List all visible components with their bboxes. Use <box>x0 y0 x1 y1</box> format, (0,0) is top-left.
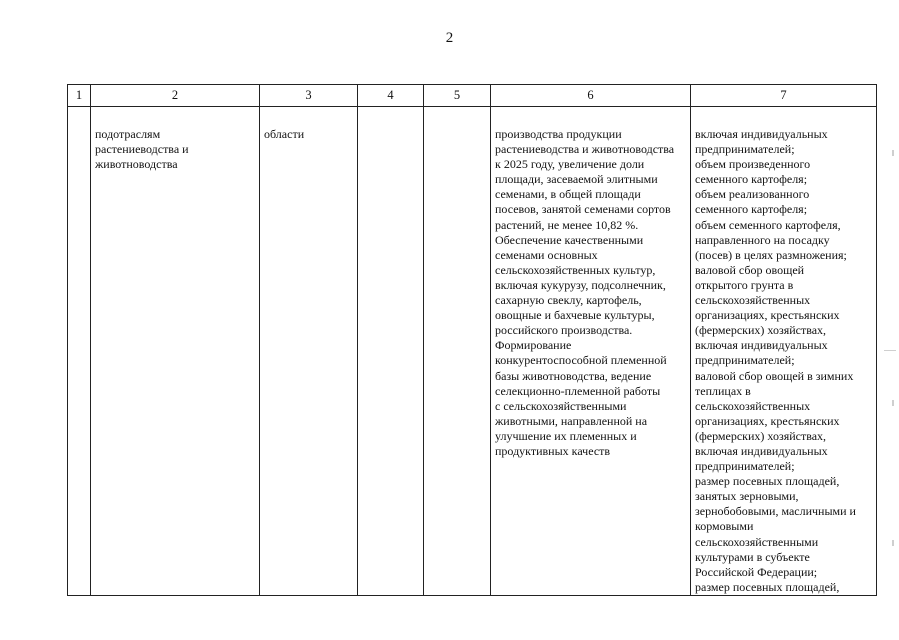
cell-line: растений, не менее 10,82 %. <box>495 217 639 232</box>
cell-line: организациях, крестьянских <box>695 308 840 323</box>
cell-col-7-text <box>691 107 876 595</box>
cell-line: производства продукции <box>495 127 622 141</box>
cell-line: сельскохозяйственными <box>695 534 819 549</box>
cell-line: сельскохозяйственных культур, <box>495 262 656 277</box>
cell-line: российского производства. <box>495 323 633 338</box>
cell-line: улучшение их племенных и <box>495 428 637 443</box>
header-col-1: 1 <box>68 85 91 107</box>
cell-col-6-text <box>491 107 690 459</box>
cell-line: объем произведенного <box>695 157 811 172</box>
cell-col-4 <box>358 107 424 596</box>
header-row <box>68 85 877 107</box>
document-table <box>67 84 877 596</box>
cell-col-6 <box>491 107 691 596</box>
cell-line: сахарную свеклу, картофель, <box>495 293 642 308</box>
cell-col-2-text <box>91 107 259 172</box>
cell-line: сельскохозяйственных <box>695 398 811 413</box>
page-number: 2 <box>445 30 454 46</box>
cell-line: зернобобовыми, масличными и <box>695 504 856 519</box>
cell-line: включая индивидуальных <box>695 443 828 458</box>
cell-line: направленного на посадку <box>695 232 830 247</box>
cell-line: сельскохозяйственных <box>695 293 811 308</box>
table-row <box>68 107 877 596</box>
scan-artifact <box>892 400 894 406</box>
cell-line: к 2025 году, увеличение доли <box>495 157 645 172</box>
header-col-6: 6 <box>491 85 691 107</box>
cell-line: овощные и бахчевые культуры, <box>495 308 655 323</box>
cell-col-1-text <box>68 107 90 127</box>
cell-line: кормовыми <box>695 519 754 534</box>
cell-line: (фермерских) хозяйствах, <box>695 428 827 443</box>
cell-line: размер посевных площадей, <box>695 579 840 594</box>
cell-line: растениеводства и <box>95 142 189 157</box>
cell-line: продуктивных качеств <box>495 443 611 458</box>
cell-col-2 <box>91 107 260 596</box>
cell-line: области <box>264 127 305 141</box>
header-col-3: 3 <box>260 85 358 107</box>
cell-line: семенного картофеля; <box>695 202 808 217</box>
cell-line: культурами в субъекте <box>695 549 810 564</box>
cell-line: Обеспечение качественными <box>495 232 644 247</box>
cell-line: валовой сбор овощей в зимних <box>695 368 854 383</box>
cell-line: предпринимателей; <box>695 142 795 157</box>
cell-line: объем реализованного <box>695 187 810 202</box>
cell-line: занятых зерновыми, <box>695 489 799 504</box>
cell-line: предпринимателей; <box>695 353 795 368</box>
cell-line: (фермерских) хозяйствах, <box>695 323 827 338</box>
cell-line: включая индивидуальных <box>695 338 828 353</box>
cell-line: растениеводства и животноводства <box>495 142 675 157</box>
cell-line: семенами основных <box>495 247 598 262</box>
cell-line: базы животноводства, ведение <box>495 368 652 383</box>
cell-line: животноводства <box>95 157 178 172</box>
header-col-5: 5 <box>424 85 491 107</box>
cell-line: открытого грунта в <box>695 277 794 292</box>
scan-artifact <box>892 150 894 156</box>
cell-col-7 <box>691 107 877 596</box>
cell-line: посевов, занятой семенами сортов <box>495 202 671 217</box>
cell-line: с сельскохозяйственными <box>495 398 627 413</box>
cell-col-3-text <box>260 107 357 142</box>
cell-line: размер посевных площадей, <box>695 474 840 489</box>
cell-line: площади, засеваемой элитными <box>495 172 658 187</box>
cell-line: теплицах в <box>695 383 751 398</box>
cell-line: селекционно-племенной работы <box>495 383 661 398</box>
cell-line: Российской Федерации; <box>695 564 818 579</box>
cell-line: (посев) в целях размножения; <box>695 247 847 262</box>
header-col-4: 4 <box>358 85 424 107</box>
cell-line: предпринимателей; <box>695 459 795 474</box>
cell-line: включая кукурузу, подсолнечник, <box>495 277 666 292</box>
cell-line: включая индивидуальных <box>695 127 828 141</box>
header-col-7: 7 <box>691 85 877 107</box>
scan-artifact <box>884 350 896 351</box>
cell-col-5-text <box>424 107 490 127</box>
cell-line: объем семенного картофеля, <box>695 217 841 232</box>
cell-col-3 <box>260 107 358 596</box>
cell-col-4-text <box>358 107 423 127</box>
cell-line: валовой сбор овощей <box>695 262 805 277</box>
cell-line: подотраслям <box>95 127 161 141</box>
cell-col-5 <box>424 107 491 596</box>
cell-line: семенами, в общей площади <box>495 187 641 202</box>
cell-col-1 <box>68 107 91 596</box>
cell-line: Формирование <box>495 338 572 353</box>
cell-line: семенного картофеля; <box>695 172 808 187</box>
cell-line: организациях, крестьянских <box>695 413 840 428</box>
cell-line: животными, направленной на <box>495 413 648 428</box>
cell-line: конкурентоспособной племенной <box>495 353 667 368</box>
scan-artifact <box>892 540 894 546</box>
header-col-2: 2 <box>91 85 260 107</box>
